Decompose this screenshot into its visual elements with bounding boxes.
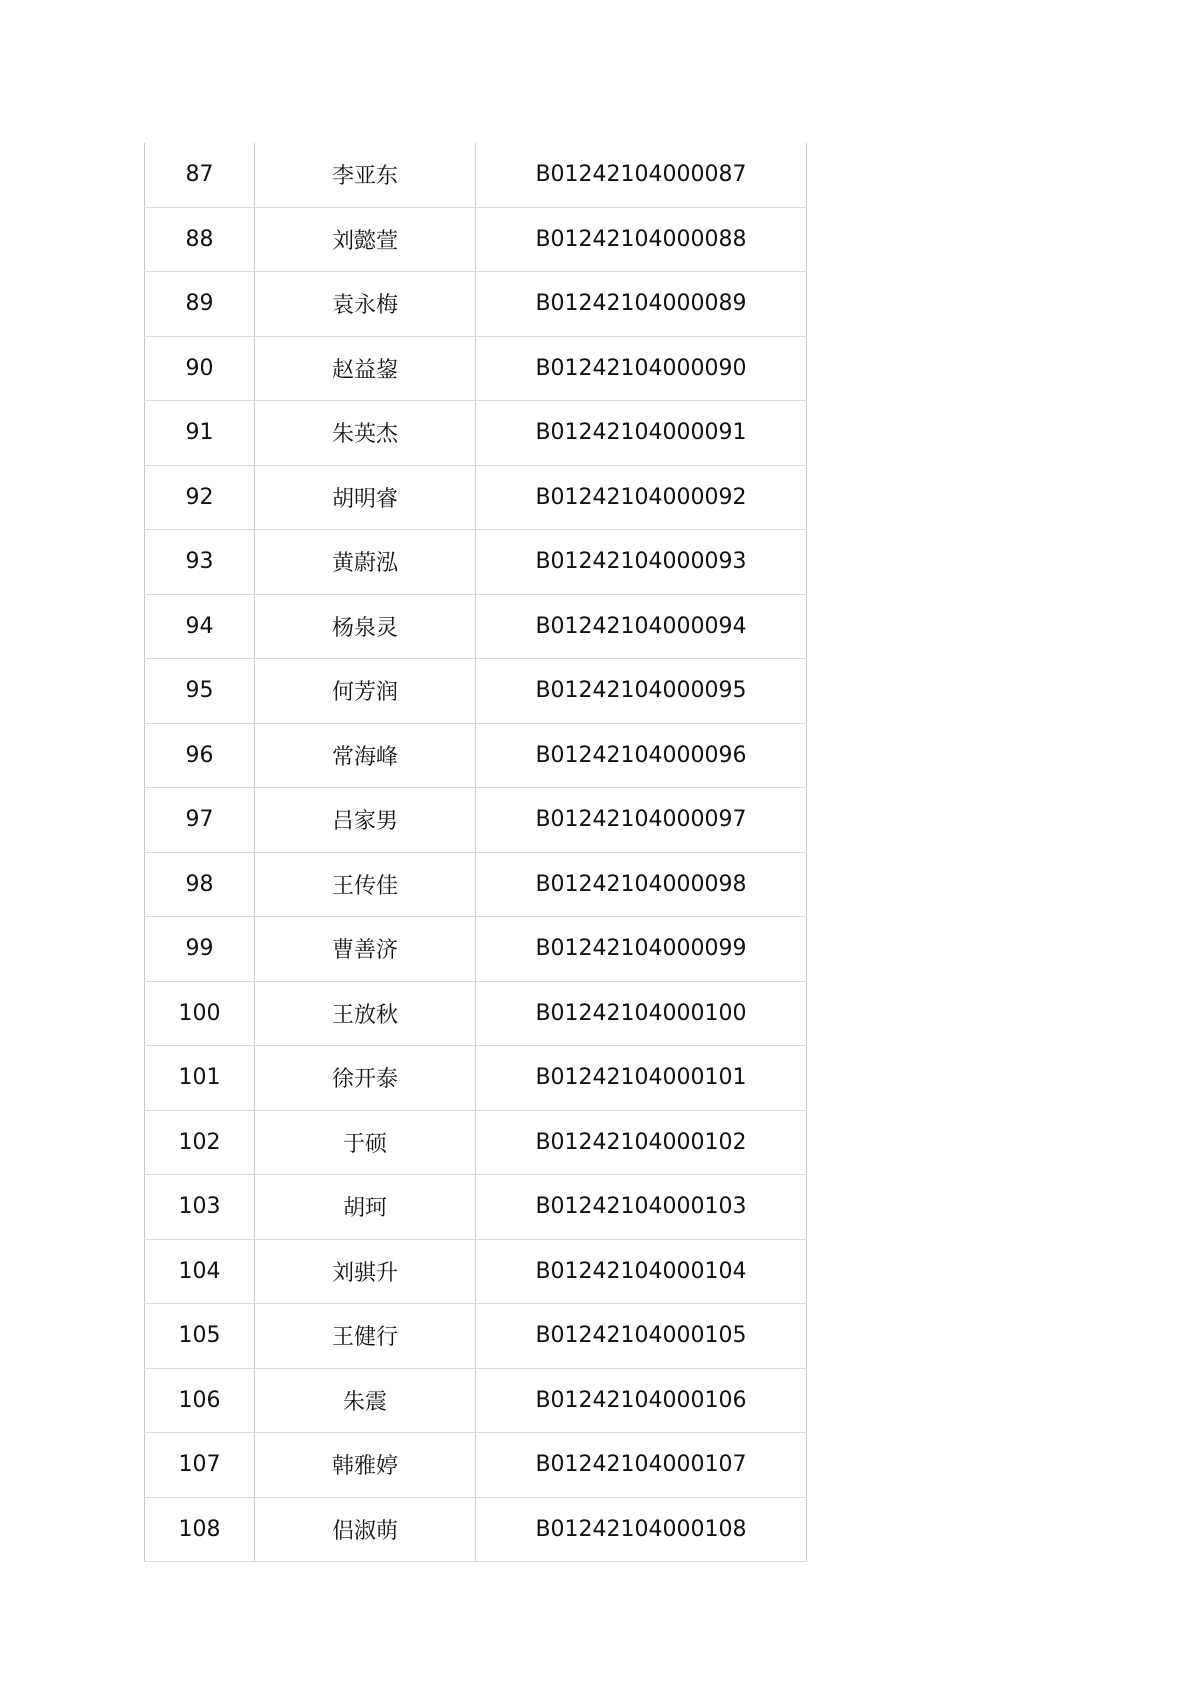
certificate-id: B01242104000087 [476, 143, 807, 207]
person-name: 何芳润 [255, 659, 476, 724]
row-number: 92 [145, 465, 255, 530]
table-row [145, 1433, 807, 1498]
person-name: 李亚东 [255, 143, 476, 207]
certificate-id: B01242104000091 [476, 401, 807, 466]
certificate-id: B01242104000102 [476, 1110, 807, 1175]
row-number: 106 [145, 1368, 255, 1433]
table-row [145, 1497, 807, 1562]
table-row [145, 1110, 807, 1175]
certificate-id: B01242104000098 [476, 852, 807, 917]
certificate-id: B01242104000094 [476, 594, 807, 659]
person-name: 曹善济 [255, 917, 476, 982]
certificate-id: B01242104000107 [476, 1433, 807, 1498]
row-number: 103 [145, 1175, 255, 1240]
certificate-id: B01242104000099 [476, 917, 807, 982]
row-number: 97 [145, 788, 255, 853]
person-name: 王放秋 [255, 981, 476, 1046]
person-name: 赵益鋆 [255, 336, 476, 401]
person-name: 杨泉灵 [255, 594, 476, 659]
row-number: 93 [145, 530, 255, 595]
person-name: 刘懿萱 [255, 207, 476, 272]
row-number: 107 [145, 1433, 255, 1498]
table-row [145, 1239, 807, 1304]
row-number: 90 [145, 336, 255, 401]
table-row [145, 336, 807, 401]
person-name: 王传佳 [255, 852, 476, 917]
certificate-id: B01242104000106 [476, 1368, 807, 1433]
row-number: 89 [145, 272, 255, 337]
table-row [145, 594, 807, 659]
table-row [145, 401, 807, 466]
row-number: 99 [145, 917, 255, 982]
certificate-id: B01242104000104 [476, 1239, 807, 1304]
certificate-id: B01242104000095 [476, 659, 807, 724]
row-number: 105 [145, 1304, 255, 1369]
row-number: 91 [145, 401, 255, 466]
table-row [145, 917, 807, 982]
person-name: 王健行 [255, 1304, 476, 1369]
certificate-id: B01242104000101 [476, 1046, 807, 1111]
row-number: 96 [145, 723, 255, 788]
row-number: 104 [145, 1239, 255, 1304]
table-row [145, 143, 807, 207]
table-row [145, 852, 807, 917]
row-number: 108 [145, 1497, 255, 1562]
table-row [145, 530, 807, 595]
person-name: 于硕 [255, 1110, 476, 1175]
roster-table-body [145, 143, 807, 1562]
person-name: 侣淑萌 [255, 1497, 476, 1562]
certificate-id: B01242104000092 [476, 465, 807, 530]
certificate-id: B01242104000103 [476, 1175, 807, 1240]
person-name: 吕家男 [255, 788, 476, 853]
table-row [145, 1368, 807, 1433]
certificate-id: B01242104000089 [476, 272, 807, 337]
person-name: 韩雅婷 [255, 1433, 476, 1498]
row-number: 88 [145, 207, 255, 272]
table-row [145, 659, 807, 724]
certificate-id: B01242104000090 [476, 336, 807, 401]
table-row [145, 1046, 807, 1111]
person-name: 徐开泰 [255, 1046, 476, 1111]
table-row [145, 981, 807, 1046]
row-number: 100 [145, 981, 255, 1046]
certificate-id: B01242104000088 [476, 207, 807, 272]
certificate-id: B01242104000105 [476, 1304, 807, 1369]
certificate-id: B01242104000097 [476, 788, 807, 853]
row-number: 87 [145, 143, 255, 207]
certificate-id: B01242104000096 [476, 723, 807, 788]
certificate-id: B01242104000100 [476, 981, 807, 1046]
person-name: 黄蔚泓 [255, 530, 476, 595]
table-row [145, 723, 807, 788]
row-number: 102 [145, 1110, 255, 1175]
person-name: 袁永梅 [255, 272, 476, 337]
person-name: 朱震 [255, 1368, 476, 1433]
table-row [145, 272, 807, 337]
certificate-id: B01242104000093 [476, 530, 807, 595]
row-number: 101 [145, 1046, 255, 1111]
roster-table [144, 143, 807, 1562]
table-row [145, 465, 807, 530]
person-name: 胡珂 [255, 1175, 476, 1240]
table-row [145, 788, 807, 853]
person-name: 常海峰 [255, 723, 476, 788]
row-number: 98 [145, 852, 255, 917]
certificate-id: B01242104000108 [476, 1497, 807, 1562]
table-row [145, 1175, 807, 1240]
person-name: 胡明睿 [255, 465, 476, 530]
table-row [145, 1304, 807, 1369]
row-number: 95 [145, 659, 255, 724]
person-name: 刘骐升 [255, 1239, 476, 1304]
person-name: 朱英杰 [255, 401, 476, 466]
row-number: 94 [145, 594, 255, 659]
table-row [145, 207, 807, 272]
